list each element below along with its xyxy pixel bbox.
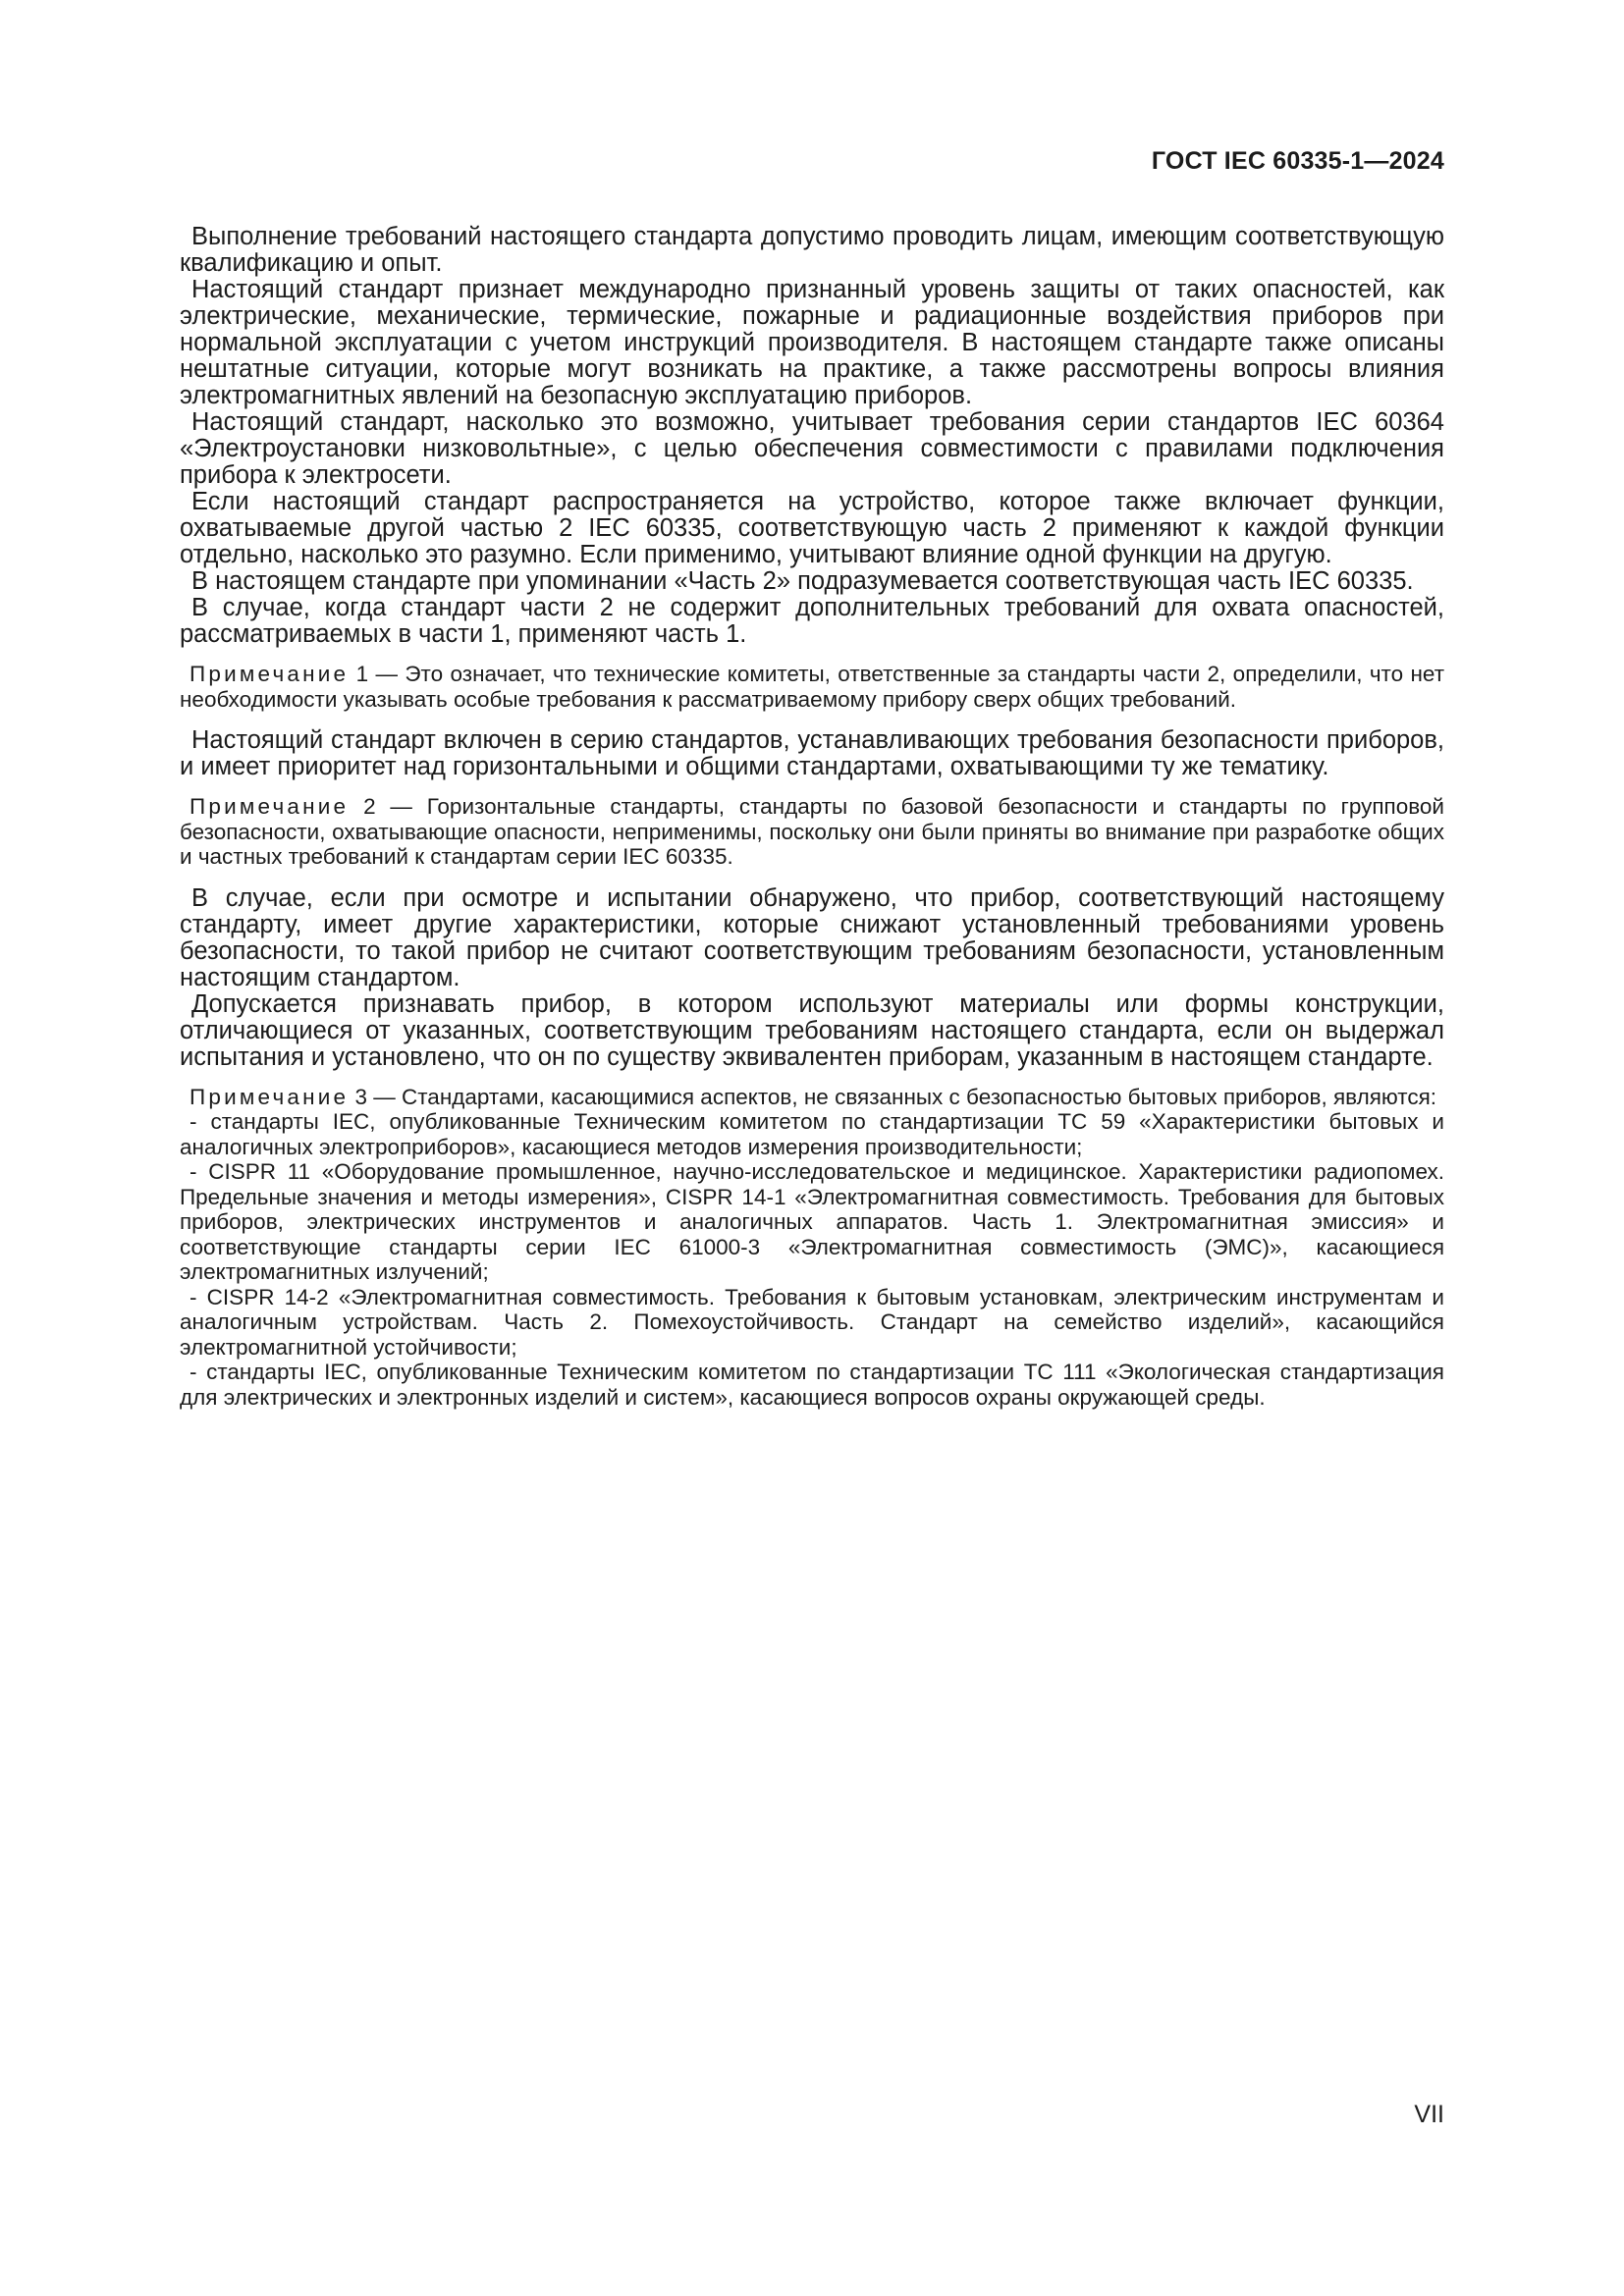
paragraph: Допускается признавать прибор, в котором используют материалы или формы конструкции, отличающиеся от указанных, соответствующим требованиям настоящего стандарта, если он выдержал испытания и установлено, что он по существу эквивалентен приборам, указанным в настоящем стандарте. bbox=[180, 989, 1444, 1071]
paragraph: Настоящий стандарт признает международно признанный уровень защиты от таких опасностей, как электрические, механические, термические, пожарные и радиационные воздействия приборов при нормальной эксплуатации с учетом инструкций производителя. В настоящем стандарте также описаны нештатные ситуации, которые могут возникать на практике, а также рассмотрены вопросы влияния электромагнитных явлений на безопасную эксплуатацию приборов. bbox=[180, 276, 1444, 409]
paragraph: Выполнение требований настоящего стандарта допустимо проводить лицам, имеющим соответствующую квалификацию и опыт. bbox=[180, 223, 1444, 277]
note-text: 1 — Это означает, что технические комитеты, ответственные за стандарты части 2, определили, что нет необходимости указывать особые требования к рассматриваемому прибору сверх общих требований. bbox=[180, 662, 1444, 712]
note-text: 2 — Горизонтальные стандарты, стандарты по базовой безопасности и стандарты по групповой безопасности, охватывающие опасности, неприменимы, поскольку они были приняты во внимание при разработке общих и частных требований к стандартам серии IEC 60335. bbox=[180, 794, 1444, 869]
page-number: VII bbox=[1414, 2101, 1444, 2128]
note-label: Примечание bbox=[189, 1084, 350, 1109]
paragraph: Настоящий стандарт, насколько это возможно, учитывает требования серии стандартов IEC 60364 «Электроустановки низковольтные», с целью обеспечения совместимости с правилами подключения прибора к электросети. bbox=[180, 408, 1444, 489]
note-3 bbox=[180, 1085, 1444, 1110]
paragraph: Настоящий стандарт включен в серию стандартов, устанавливающих требования безопасности приборов, и имеет приоритет над горизонтальными и общими стандартами, охватывающими ту же тематику. bbox=[180, 726, 1444, 780]
note-3-item: - стандарты IEC, опубликованные Техническим комитетом по стандартизации TC 59 «Характеристики бытовых и аналогичных электроприборов», касающиеся методов измерения производительности; bbox=[180, 1109, 1444, 1159]
note-label: Примечание bbox=[189, 662, 350, 686]
paragraph: В случае, если при осмотре и испытании обнаружено, что прибор, соответствующий настоящему стандарту, имеет другие характеристики, которые снижают установленный требованиями уровень безопасности, то такой прибор не считают соответствующим требованиям безопасности, установленным настоящим стандартом. bbox=[180, 883, 1444, 991]
paragraph: В случае, когда стандарт части 2 не содержит дополнительных требований для охвата опасностей, рассматриваемых в части 1, применяют часть 1. bbox=[180, 594, 1444, 648]
paragraph: Если настоящий стандарт распространяется на устройство, которое также включает функции, охватываемые другой частью 2 IEC 60335, соответствующую часть 2 применяют к каждой функции отдельно, насколько это разумно. Если применимо, учитывают влияние одной функции на другую. bbox=[180, 488, 1444, 568]
note-3-item: - CISPR 11 «Оборудование промышленное, научно-исследовательское и медицинское. Характеристики радиопомех. Предельные значения и методы измерения», CISPR 14-1 «Электромагнитная совместимость. Требования для бытовых приборов, электрических инструментов и аналогичных аппаратов. Часть 1. Электромагнитная эмиссия» и соответствующие стандарты серии IEC 61000-3 «Электромагнитная совместимость (ЭМС)», касающиеся электромагнитных излучений; bbox=[180, 1159, 1444, 1284]
document-header: ГОСТ IEC 60335-1—2024 bbox=[1151, 147, 1444, 175]
note-text: 3 — Стандартами, касающимися аспектов, не связанных с безопасностью бытовых приборов, являются: bbox=[349, 1084, 1437, 1109]
note-3-item: - CISPR 14-2 «Электромагнитная совместимость. Требования к бытовым установкам, электрическим инструментам и аналогичным устройствам. Часть 2. Помехоустойчивость. Стандарт на семейство изделий», касающийся электромагнитной устойчивости; bbox=[180, 1284, 1444, 1360]
note-3-item: - стандарты IEC, опубликованные Техническим комитетом по стандартизации TC 111 «Экологическая стандартизация для электрических и электронных изделий и систем», касающиеся вопросов охраны окружающей среды. bbox=[180, 1360, 1444, 1410]
paragraph: В настоящем стандарте при упоминании «Часть 2» подразумевается соответствующая часть IEC 60335. bbox=[191, 567, 1414, 595]
note-label: Примечание bbox=[189, 794, 350, 819]
document-body bbox=[180, 224, 1444, 1410]
note-2 bbox=[180, 794, 1444, 870]
note-1 bbox=[180, 662, 1444, 712]
